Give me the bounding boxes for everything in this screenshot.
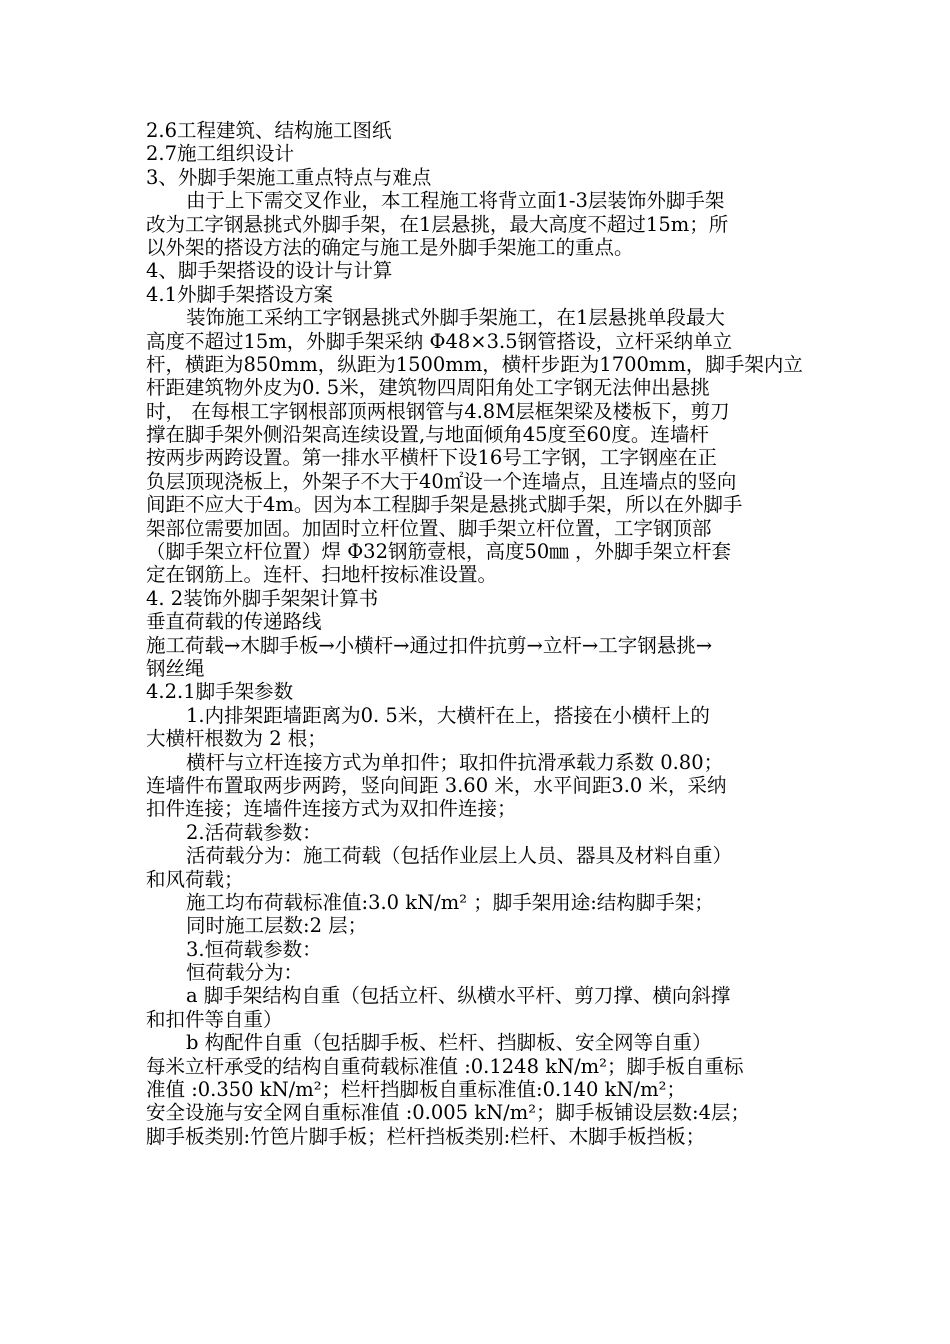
text-line: 每米立杆承受的结构自重荷载标准值 :0.1248 kN/m²；脚手板自重标 xyxy=(146,1054,744,1078)
text-line: 和风荷载； xyxy=(146,867,244,891)
text-line: 3、外脚手架施工重点特点与难点 xyxy=(146,165,432,189)
text-line: 杆距建筑物外皮为0. 5米，建筑物四周阳角处工字钢无法伸出悬挑 xyxy=(146,376,710,400)
text-line: 2.活荷载参数： xyxy=(186,820,322,844)
text-line: 3.恒荷载参数： xyxy=(186,937,322,961)
text-line: 按两步两跨设置。第一排水平横杆下设16号工字钢，工字钢座在正 xyxy=(146,446,717,470)
text-line: （脚手架立杆位置）焊 Φ32钢筋壹根，高度50㎜ ，外脚手架立杆套 xyxy=(146,540,732,564)
text-line: 同时施工层数:2 层； xyxy=(186,914,368,938)
text-line: 施工荷载→木脚手板→小横杆→通过扣件抗剪→立杆→工字钢悬挑→ xyxy=(146,633,713,657)
text-line: 由于上下需交叉作业，本工程施工将背立面1-3层装饰外脚手架 xyxy=(186,189,725,213)
text-line: 准值 :0.350 kN/m²；栏杆挡脚板自重标准值:0.140 kN/m²； xyxy=(146,1078,686,1102)
text-line: 2.6工程建筑、结构施工图纸 xyxy=(146,119,392,142)
text-line: 和扣件等自重） xyxy=(146,1007,283,1031)
text-line: 钢丝绳 xyxy=(146,656,205,680)
text-line: 架部位需要加固。加固时立杆位置、脚手架立杆位置，工字钢顶部 xyxy=(146,516,712,540)
text-line: 负层顶现浇板上，外架子不大于40㎡设一个连墙点，且连墙点的竖向 xyxy=(146,469,737,493)
text-line: 4. 2装饰外脚手架架计算书 xyxy=(146,586,379,610)
text-line: 扣件连接；连墙件连接方式为双扣件连接； xyxy=(146,797,517,821)
text-line: 连墙件布置取两步两跨，竖向间距 3.60 米，水平间距3.0 米，采纳 xyxy=(146,773,727,797)
text-line: 脚手板类别:竹笆片脚手板；栏杆挡板类别:栏杆、木脚手板挡板； xyxy=(146,1124,706,1148)
document-body xyxy=(146,119,826,1148)
text-line: 横杆与立杆连接方式为单扣件；取扣件抗滑承载力系数 0.80； xyxy=(186,750,724,774)
text-line: 垂直荷载的传递路线 xyxy=(146,610,322,634)
text-line: 4.1外脚手架搭设方案 xyxy=(146,282,334,306)
text-line: b 构配件自重（包括脚手板、栏杆、挡脚板、安全网等自重） xyxy=(186,1031,712,1055)
text-line: 4、脚手架搭设的设计与计算 xyxy=(146,259,393,283)
text-line: 时， 在每根工字钢根部顶两根钢管与4.8M层框架梁及楼板下，剪刀 xyxy=(146,399,730,423)
text-line: 间距不应大于4m。因为本工程脚手架是悬挑式脚手架，所以在外脚手 xyxy=(146,493,743,517)
text-line: 施工均布荷载标准值:3.0 kN/m² ；脚手架用途:结构脚手架； xyxy=(186,890,714,914)
text-line: 4.2.1脚手架参数 xyxy=(146,680,294,704)
text-line: 杆，横距为850mm，纵距为1500mm，横杆步距为1700mm，脚手架内立 xyxy=(146,352,803,376)
text-line: 以外架的搭设方法的确定与施工是外脚手架施工的重点。 xyxy=(146,235,634,259)
text-line: 高度不超过15m，外脚手架采纳 Φ48×3.5钢管搭设，立杆采纳单立 xyxy=(146,329,733,353)
text-line: 安全设施与安全网自重标准值 :0.005 kN/m²；脚手板铺设层数:4层； xyxy=(146,1101,751,1125)
text-line: 大横杆根数为 2 根； xyxy=(146,727,327,751)
text-line: 1.内排架距墙距离为0. 5米，大横杆在上，搭接在小横杆上的 xyxy=(186,703,710,727)
text-line: 恒荷载分为： xyxy=(186,961,304,985)
text-line: 撑在脚手架外侧沿架高连续设置,与地面倾角45度至60度。连墙杆 xyxy=(146,423,709,447)
text-line: 定在钢筋上。连杆、扫地杆按标准设置。 xyxy=(146,563,498,587)
text-line: a 脚手架结构自重（包括立杆、纵横水平杆、剪刀撑、横向斜撑 xyxy=(186,984,731,1008)
text-line: 活荷载分为：施工荷载（包括作业层上人员、器具及材料自重） xyxy=(186,844,733,868)
text-line: 改为工字钢悬挑式外脚手架，在1层悬挑，最大高度不超过15m；所 xyxy=(146,212,729,236)
text-line: 装饰施工采纳工字钢悬挑式外脚手架施工，在1层悬挑单段最大 xyxy=(186,306,725,330)
text-line: 2.7施工组织设计 xyxy=(146,142,295,166)
